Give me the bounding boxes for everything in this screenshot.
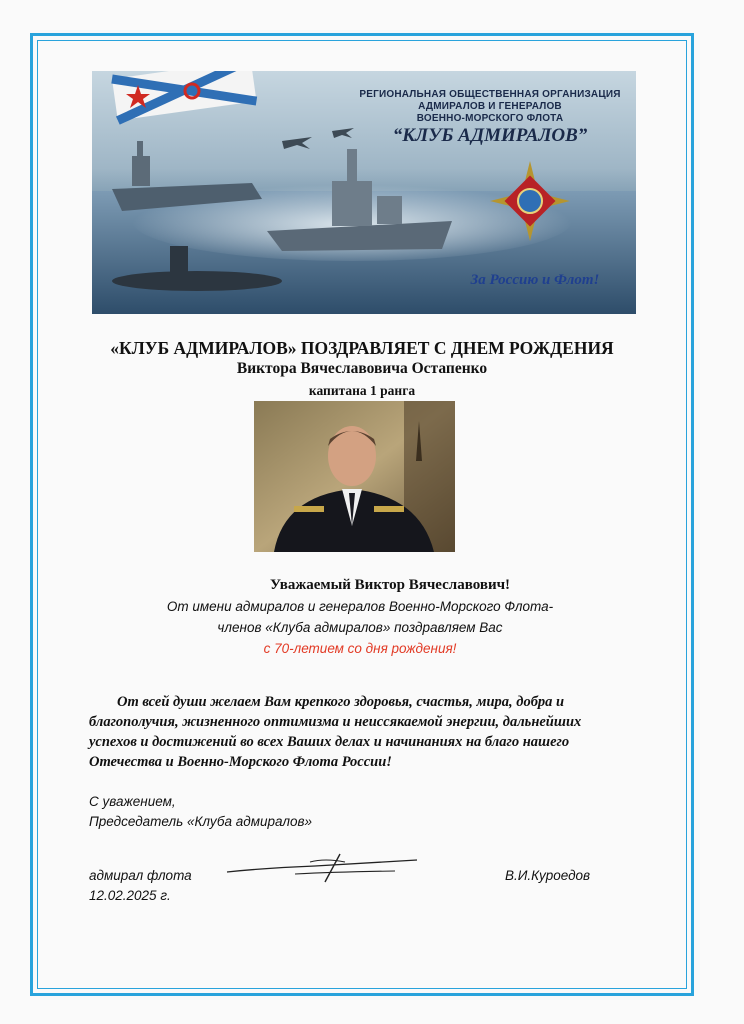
page-title: «КЛУБ АДМИРАЛОВ» ПОЗДРАВЛЯЕТ С ДНЕМ РОЖДЕНИЯ <box>110 338 614 358</box>
anniversary-line: с 70-летием со дня рождения! <box>263 641 457 656</box>
wishes-line-4: Отечества и Военно-Морского Флота России! <box>89 754 392 770</box>
banner-motto: За Россию и Флот! <box>470 272 600 288</box>
wishes-line-2: благополучия, жизненного оптимизма и неиссякаемой энергии, дальнейших <box>89 714 582 730</box>
honoree-photo <box>254 401 455 552</box>
aircraft-icon <box>282 137 312 149</box>
wishes-line-3: успехов и достижений во всех Ваших делах и начинаниях на благо нашего <box>89 734 570 750</box>
carrier-ship <box>112 141 262 211</box>
wishes-line-1: От всей души желаем Вам крепкого здоровья, счастья, мира, добра и <box>117 694 565 710</box>
org-line-3: ВОЕННО-МОРСКОГО ФЛОТА <box>416 113 564 124</box>
signer-position: Председатель «Клуба адмиралов» <box>89 814 313 829</box>
intro-line-1: От имени адмиралов и генералов Военно-Морского Флота- <box>166 599 554 614</box>
honoree-rank: капитана 1 ранга <box>308 383 416 398</box>
org-line-1: РЕГИОНАЛЬНАЯ ОБЩЕСТВЕННАЯ ОРГАНИЗАЦИЯ <box>359 89 621 100</box>
intro-line-2: членов «Клуба адмиралов» поздравляем Вас <box>217 620 503 635</box>
signer-name: В.И.Куроедов <box>505 868 591 883</box>
signer-rank: адмирал флота <box>89 868 192 883</box>
document-date: 12.02.2025 г. <box>89 888 171 903</box>
wishes-paragraph <box>89 692 669 772</box>
club-name: “КЛУБ АДМИРАЛОВ” <box>392 125 588 146</box>
org-line-2: АДМИРАЛОВ И ГЕНЕРАЛОВ <box>418 101 562 112</box>
regards-text: С уважением, <box>89 794 176 809</box>
honoree-name: Виктора Вячеславовича Остапенко <box>236 360 488 377</box>
handwritten-signature <box>225 850 420 884</box>
greeting: Уважаемый Виктор Вячеславович! <box>269 577 511 593</box>
